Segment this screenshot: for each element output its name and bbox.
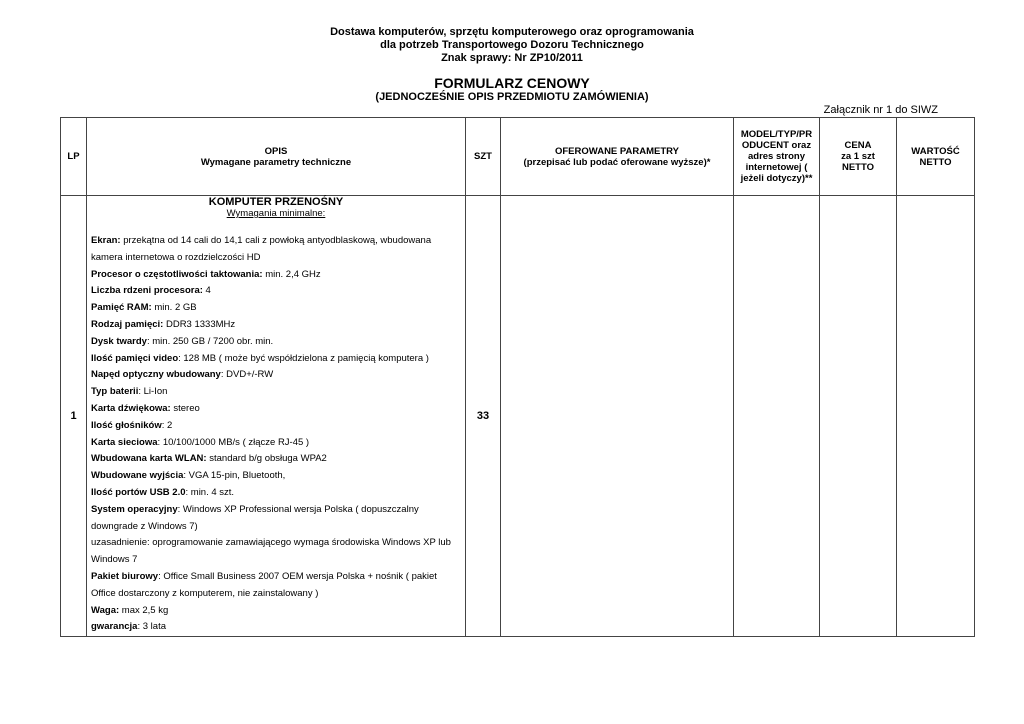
price-form-table bbox=[60, 117, 975, 637]
spec-item bbox=[91, 351, 461, 368]
col-header-oferowane bbox=[501, 118, 734, 196]
spec-label: Typ baterii bbox=[91, 386, 139, 398]
spec-label: Wbudowana karta WLAN: bbox=[91, 453, 207, 465]
annex-label: Załącznik nr 1 do SIWZ bbox=[823, 104, 938, 116]
spec-item bbox=[91, 502, 461, 536]
col-header-cena-line1: CENA bbox=[844, 140, 872, 151]
spec-item bbox=[91, 435, 461, 452]
spec-label: Liczba rdzeni procesora: bbox=[91, 285, 203, 297]
spec-item bbox=[91, 485, 461, 502]
spec-value: : min. 250 GB / 7200 obr. min. bbox=[146, 335, 274, 347]
spec-label: System operacyjny bbox=[91, 503, 178, 515]
spec-item bbox=[91, 283, 461, 300]
form-subtitle: (JEDNOCZEŚNIE OPIS PRZEDMIOTU ZAMÓWIENIA) bbox=[375, 91, 649, 103]
spec-label: Rodzaj pamięci: bbox=[91, 318, 164, 330]
spec-label: Procesor o częstotliwości taktowania: bbox=[91, 268, 263, 280]
spec-value: przekątna od 14 cali do 14,1 cali z powłoką antyodblaskową, wbudowana kamera internetowa o rozdzielczości HD bbox=[91, 235, 432, 263]
net-value-cell[interactable] bbox=[897, 196, 975, 637]
col-header-szt: SZT bbox=[466, 118, 501, 196]
spec-value: : Windows XP Professional wersja Polska ( dopuszczalny downgrade z Windows 7) bbox=[91, 503, 419, 532]
spec-value: : 3 lata bbox=[137, 621, 166, 633]
product-title: KOMPUTER PRZENOŚNY bbox=[208, 196, 344, 208]
spec-label: Karta sieciowa bbox=[91, 436, 158, 448]
spec-value: : VGA 15-pin, Bluetooth, bbox=[183, 470, 286, 482]
spec-label: Karta dźwiękowa: bbox=[91, 402, 171, 414]
unit-price-cell[interactable] bbox=[820, 196, 897, 637]
spec-item bbox=[91, 300, 461, 317]
spec-label: Dysk twardy bbox=[91, 335, 147, 347]
spec-value: standard b/g obsługa WPA2 bbox=[206, 453, 327, 465]
col-header-model: MODEL/TYP/PR ODUCENT oraz adres strony internetowej ( jeżeli dotyczy)** bbox=[734, 118, 820, 196]
spec-list bbox=[91, 233, 461, 636]
col-header-oferowane-line1: OFEROWANE PARAMETRY bbox=[554, 145, 680, 157]
spec-value: 4 bbox=[202, 285, 211, 297]
col-header-wartosc bbox=[897, 118, 975, 196]
header-line-2: dla potrzeb Transportowego Dozoru Technicznego bbox=[380, 39, 644, 51]
spec-value: : Office Small Business 2007 OEM wersja Polska + nośnik ( pakiet Office dostarczony z komputerem, nie zainstalowany ) bbox=[91, 570, 437, 599]
spec-label: Pakiet biurowy bbox=[91, 570, 159, 582]
row-quantity: 33 bbox=[466, 196, 501, 637]
spec-value: : min. 4 szt. bbox=[185, 486, 235, 498]
spec-label: Wbudowane wyjścia bbox=[91, 470, 184, 482]
row-description bbox=[87, 196, 466, 637]
col-header-oferowane-line2: (przepisać lub podać oferowane wyższe)* bbox=[523, 156, 711, 168]
spec-item bbox=[91, 334, 461, 351]
spec-item bbox=[91, 468, 461, 485]
spec-label: gwarancja bbox=[91, 621, 138, 633]
spec-label: Napęd optyczny wbudowany bbox=[91, 369, 221, 381]
spec-value: : Li-Ion bbox=[138, 386, 168, 398]
spec-item bbox=[91, 418, 461, 435]
spec-value: DDR3 1333MHz bbox=[163, 318, 236, 330]
col-header-wartosc-line2: NETTO bbox=[919, 156, 952, 168]
col-header-opis bbox=[87, 118, 466, 196]
spec-item bbox=[91, 317, 461, 334]
spec-label: Pamięć RAM: bbox=[91, 302, 152, 314]
spec-item bbox=[91, 401, 461, 418]
offered-parameters-cell[interactable] bbox=[501, 196, 734, 637]
spec-value: : 2 bbox=[161, 419, 173, 431]
spec-value: max 2,5 kg bbox=[119, 604, 169, 616]
col-header-wartosc-line1: WARTOŚĆ bbox=[911, 145, 960, 157]
spec-item bbox=[91, 384, 461, 401]
header-line-1: Dostawa komputerów, sprzętu komputerowego oraz oprogramowania bbox=[330, 26, 694, 38]
spec-item bbox=[91, 267, 461, 284]
spec-item bbox=[91, 367, 461, 384]
table-row bbox=[61, 196, 975, 637]
spec-value: uzasadnienie: oprogramowanie zamawiającego wymaga środowiska Windows XP lub Windows 7 bbox=[91, 537, 451, 566]
col-header-lp: LP bbox=[61, 118, 87, 196]
spec-label: Ekran: bbox=[91, 235, 121, 246]
col-header-cena bbox=[820, 118, 897, 196]
spec-item bbox=[91, 535, 461, 569]
col-header-opis-line1: OPIS bbox=[264, 145, 288, 157]
row-lp: 1 bbox=[61, 196, 87, 637]
spec-value: min. 2 GB bbox=[151, 302, 197, 314]
spec-item bbox=[91, 451, 461, 468]
table-header-row bbox=[61, 118, 975, 196]
spec-value: : DVD+/-RW bbox=[220, 369, 274, 381]
col-header-cena-line3: NETTO bbox=[841, 162, 875, 173]
model-type-cell[interactable] bbox=[734, 196, 820, 637]
product-subtitle: Wymagania minimalne: bbox=[226, 208, 326, 219]
spec-label: Ilość głośników bbox=[91, 419, 162, 431]
spec-value: min. 2,4 GHz bbox=[262, 268, 321, 280]
spec-label: Waga: bbox=[91, 604, 120, 616]
spec-label: Ilość portów USB 2.0 bbox=[91, 486, 186, 498]
spec-item bbox=[91, 603, 461, 620]
spec-label: Ilość pamięci video bbox=[91, 352, 179, 364]
spec-value: stereo bbox=[170, 402, 200, 414]
case-reference: Znak sprawy: Nr ZP10/2011 bbox=[441, 52, 583, 64]
col-header-cena-line2: za 1 szt bbox=[841, 151, 875, 162]
spec-item bbox=[91, 569, 461, 603]
spec-value: : 10/100/1000 MB/s ( złącze RJ-45 ) bbox=[157, 436, 310, 448]
spec-item bbox=[91, 233, 461, 267]
spec-value: : 128 MB ( może być współdzielona z pamięcią komputera ) bbox=[178, 352, 429, 364]
col-header-opis-line2: Wymagane parametry techniczne bbox=[200, 156, 352, 168]
form-title: FORMULARZ CENOWY bbox=[434, 75, 590, 91]
spec-item bbox=[91, 619, 461, 636]
